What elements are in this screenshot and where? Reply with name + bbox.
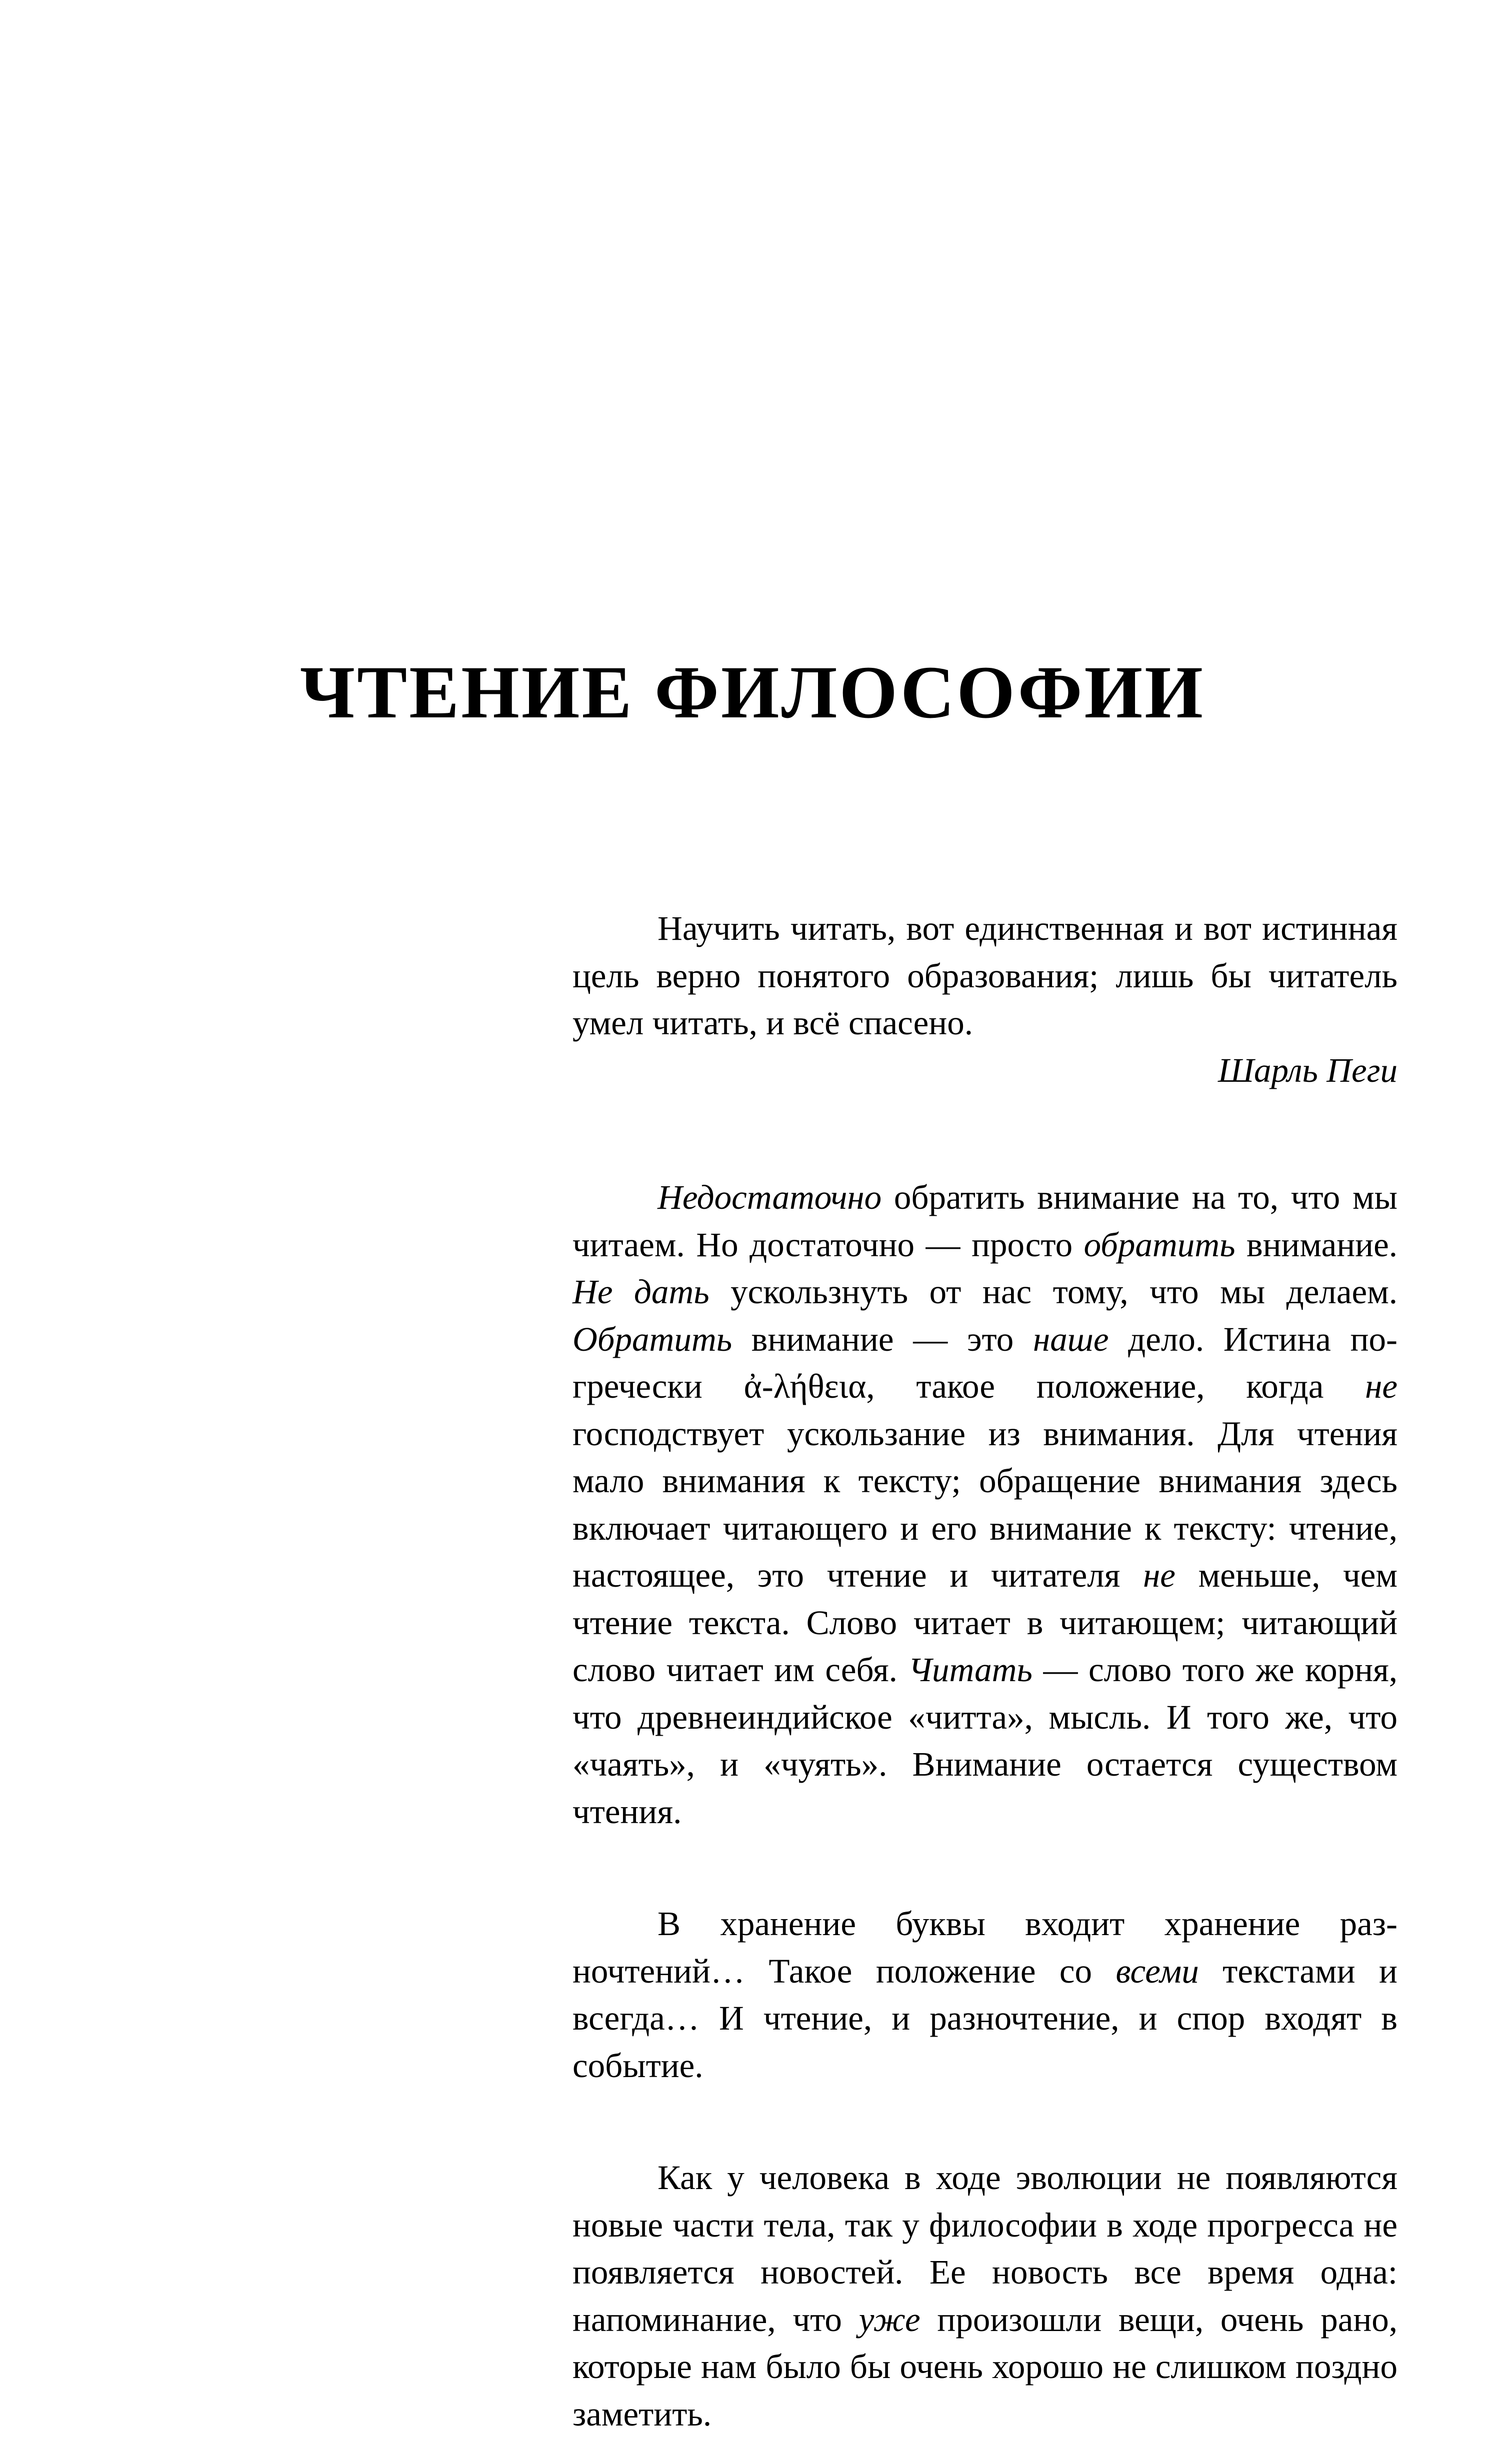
emphasis: всеми [1116,1952,1199,1990]
text-run: меньше, чем чтение текста. Слово читает в читающем; читающий слово читает им себя. [572,1556,1398,1689]
emphasis: не [1365,1367,1398,1405]
paragraph-3 [572,2154,1398,2438]
chapter-title: ЧТЕНИЕ ФИЛОСОФИИ [300,651,1205,734]
emphasis: Читать [908,1651,1032,1689]
text-run: ускользнуть от нас тому, что мы делаем. [709,1273,1398,1311]
text-run: текстами и всегда… И чтение, и разночтение, и спор входят в событие. [572,1952,1398,2085]
emphasis: Не дать [572,1273,710,1311]
text-run: внимание. [1235,1225,1398,1264]
text-run: произошли вещи, очень рано, которые нам было бы очень хорошо не слишком поздно заметить. [572,2300,1398,2433]
text-run: — слово того же корня, что древнеиндийское «читта», мысль. И того же, что «чаять», и «чуять». Внимание остается существом чтения. [572,1651,1398,1831]
text-run: обратить внимание на то, что мы читаем. Но достаточно — просто [572,1178,1398,1264]
emphasis: не [1143,1556,1176,1594]
emphasis: обратить [1084,1225,1236,1264]
epigraph-author: Шарль Пеги [1218,1051,1398,1089]
emphasis: уже [858,2300,920,2339]
emphasis: Обратить [572,1320,732,1358]
text-run: господствует ускользание из внимания. Для чтения мало внимания к тексту; обращение внимания здесь включает читающего и его внимание к тексту: чтение, настоящее, это чтение и читателя [572,1414,1398,1594]
paragraph-2 [572,1900,1398,2089]
emphasis: наше [1033,1320,1109,1358]
text-run: дело. Истина по-гречески ἀ-λήθεια, такое положение, когда [572,1320,1398,1405]
epigraph-text: Научить читать, вот единственная и вот истинная цель верно понятого образования; лишь бы читатель умел читать, и всё спасено. [572,909,1398,1042]
text-run: внимание — это [732,1320,1034,1358]
text-run: Как у человека в ходе эволюции не появляются новые части тела, так у философии в ходе прогресса не появляется новостей. Ее новость все время одна: напоминание, что [572,2159,1398,2339]
text-column [572,905,1398,2438]
paragraph-1 [572,1174,1398,1835]
text-run: В хранение буквы входит хранение разночтений… Такое положение со [572,1905,1398,1990]
emphasis: Недостаточно [658,1178,882,1216]
